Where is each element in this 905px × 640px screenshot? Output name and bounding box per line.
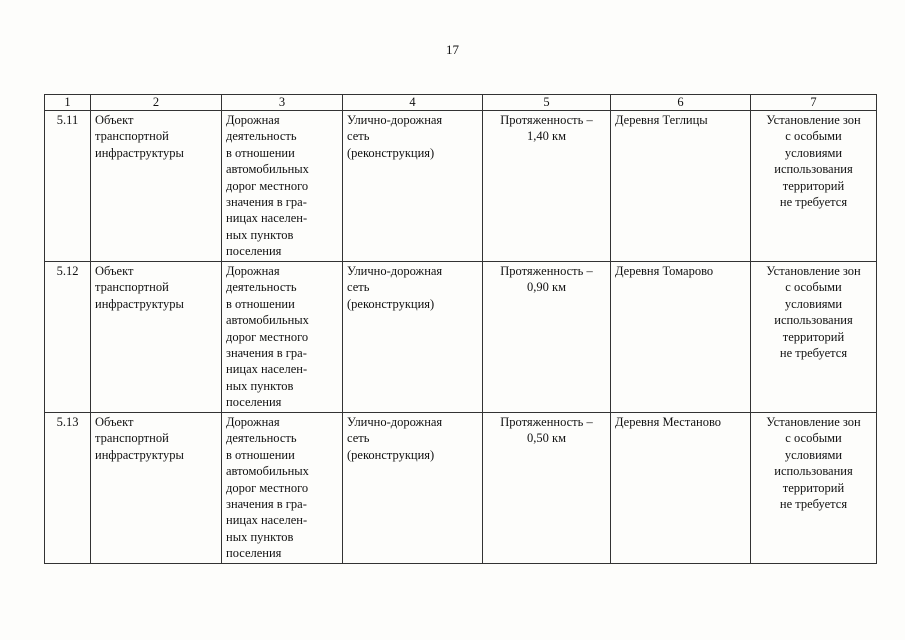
cell-text-line: 1,40 км [527,129,566,144]
cell-text-line: дорог местного [226,178,309,193]
zone-cell [751,262,877,413]
cell-text-line: территорий [782,329,845,344]
cell-text-line: деятельность [226,280,297,295]
location-cell [611,111,751,262]
cell-text-line: использования [774,464,853,479]
cell-text-line: сеть [347,431,370,446]
parameters-cell [483,262,611,413]
cell-text-line: инфраструктуры [95,447,184,462]
cell-text-line: Протяженность – [500,415,593,429]
cell-text-line: значения в гра- [226,346,307,361]
cell-text-line: транспортной [95,280,169,295]
activity-cell [222,413,343,564]
cell-text-line: ницах населен- [226,211,308,226]
cell-text-line: поселения [226,244,282,259]
cell-text-line: деятельность [226,129,297,144]
planning-table [44,94,877,564]
cell-text-line: с особыми [785,431,842,446]
cell-text-line: Объект [95,113,134,127]
cell-text-line: Объект [95,264,134,278]
header-cell: 4 [343,95,483,111]
cell-text-line: ных пунктов [226,529,294,544]
cell-text-line: условиями [784,447,843,462]
parameters-cell [483,413,611,564]
cell-text-line: в отношении [226,447,295,462]
cell-text-line: использования [774,162,853,177]
header-cell: 2 [91,95,222,111]
cell-text-line: условиями [784,145,843,160]
cell-text-line: Установление зон [766,264,861,278]
zone-cell [751,413,877,564]
cell-text-line: значения в гра- [226,195,307,210]
location-cell [611,262,751,413]
cell-text-line: дорог местного [226,329,309,344]
cell-text-line: 0,90 км [527,280,566,295]
header-cell: 5 [483,95,611,111]
cell-text-line: Деревня Местаново [615,415,722,429]
location-cell [611,413,751,564]
row-number-cell: 5.13 [45,413,91,564]
cell-text-line: территорий [782,178,845,193]
header-cell: 7 [751,95,877,111]
cell-text-line: не требуется [779,195,848,210]
cell-text-line: Протяженность – [500,264,593,278]
cell-text-line: Деревня Теглицы [615,113,708,127]
parameters-cell [483,111,611,262]
cell-text-line: ницах населен- [226,362,308,377]
row-number-cell: 5.11 [45,111,91,262]
cell-text-line: (реконструкция) [347,145,435,160]
cell-text-line: в отношении [226,145,295,160]
cell-text-line: дорог местного [226,480,309,495]
object-cell [91,262,222,413]
zone-cell [751,111,877,262]
cell-text-line: с особыми [785,280,842,295]
cell-text-line: ных пунктов [226,227,294,242]
cell-text-line: Дорожная [226,113,280,127]
object-cell [91,413,222,564]
table-header-row [45,95,877,111]
table-row [45,262,877,413]
cell-text-line: (реконструкция) [347,447,435,462]
object-cell [91,111,222,262]
header-cell: 1 [45,95,91,111]
cell-text-line: инфраструктуры [95,296,184,311]
cell-text-line: Протяженность – [500,113,593,127]
cell-text-line: с особыми [785,129,842,144]
cell-text-line: деятельность [226,431,297,446]
cell-text-line: территорий [782,480,845,495]
object-type-cell [343,262,483,413]
object-type-cell [343,111,483,262]
cell-text-line: автомобильных [226,464,309,479]
activity-cell [222,262,343,413]
cell-text-line: использования [774,313,853,328]
cell-text-line: ницах населен- [226,513,308,528]
cell-text-line: автомобильных [226,313,309,328]
cell-text-line: 0,50 км [527,431,566,446]
cell-text-line: условиями [784,296,843,311]
table-row [45,413,877,564]
cell-text-line: поселения [226,546,282,561]
page-number: 17 [446,42,459,57]
cell-text-line: инфраструктуры [95,145,184,160]
cell-text-line: не требуется [779,346,848,361]
cell-text-line: Дорожная [226,415,280,429]
cell-text-line: сеть [347,280,370,295]
object-type-cell [343,413,483,564]
cell-text-line: Дорожная [226,264,280,278]
cell-text-line: Деревня Томарово [615,264,714,278]
row-number-cell: 5.12 [45,262,91,413]
cell-text-line: транспортной [95,129,169,144]
cell-text-line: Установление зон [766,415,861,429]
cell-text-line: Улично-дорожная [347,415,443,429]
cell-text-line: транспортной [95,431,169,446]
cell-text-line: ных пунктов [226,378,294,393]
cell-text-line: Объект [95,415,134,429]
table-row [45,111,877,262]
cell-text-line: Установление зон [766,113,861,127]
cell-text-line: Улично-дорожная [347,113,443,127]
cell-text-line: не требуется [779,497,848,512]
activity-cell [222,111,343,262]
header-cell: 3 [222,95,343,111]
header-cell: 6 [611,95,751,111]
cell-text-line: поселения [226,395,282,410]
cell-text-line: в отношении [226,296,295,311]
cell-text-line: автомобильных [226,162,309,177]
cell-text-line: сеть [347,129,370,144]
table-body [45,95,877,564]
cell-text-line: Улично-дорожная [347,264,443,278]
cell-text-line: (реконструкция) [347,296,435,311]
cell-text-line: значения в гра- [226,497,307,512]
